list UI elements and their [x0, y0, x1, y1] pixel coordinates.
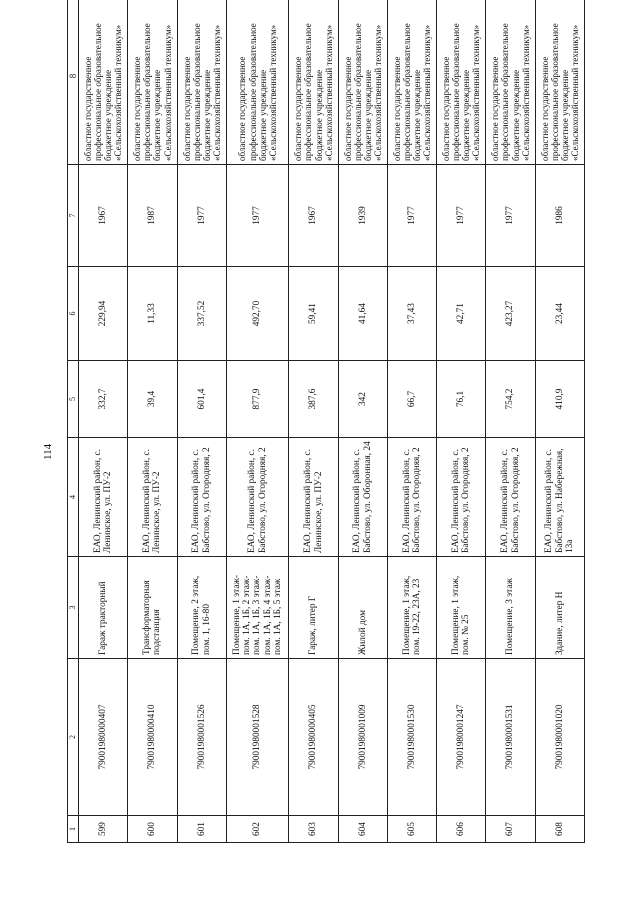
row-number: 603 [289, 816, 338, 843]
object-name: Гараж тракторный [79, 557, 128, 659]
object-holder: областное государственное профессиональное образовательное бюджетное учреждение «Сельскохозяйственный техникум» [387, 0, 436, 165]
object-holder: областное государственное профессиональное образовательное бюджетное учреждение «Сельскохозяйственный техникум» [486, 0, 535, 165]
object-area: 39,4 [128, 361, 177, 438]
cadastral-number: 79001980001020 [535, 659, 584, 816]
column-number: 7 [68, 165, 79, 267]
cadastral-number: 79001980000407 [79, 659, 128, 816]
object-value: 42,71 [437, 267, 486, 361]
object-holder: областное государственное профессиональное образовательное бюджетное учреждение «Сельскохозяйственный техникум» [437, 0, 486, 165]
object-value: 423,27 [486, 267, 535, 361]
cadastral-number: 79001980000410 [128, 659, 177, 816]
object-year: 1967 [289, 165, 338, 267]
cadastral-number: 79001980001247 [437, 659, 486, 816]
object-value: 23,44 [535, 267, 584, 361]
row-number: 604 [338, 816, 387, 843]
object-area: 342 [338, 361, 387, 438]
object-name: Помещение, 3 этаж [486, 557, 535, 659]
object-area: 754,2 [486, 361, 535, 438]
table-row [338, 0, 387, 843]
object-year: 1977 [437, 165, 486, 267]
row-number: 605 [387, 816, 436, 843]
table-row [437, 0, 486, 843]
row-number: 601 [177, 816, 226, 843]
object-holder: областное государственное профессиональное образовательное бюджетное учреждение «Сельскохозяйственный техникум» [226, 0, 289, 165]
column-number: 1 [68, 816, 79, 843]
object-address: ЕАО, Ленинский район, с. Бабстово, ул. Огородняя, 2 [437, 438, 486, 557]
column-number: 3 [68, 557, 79, 659]
object-area: 601,4 [177, 361, 226, 438]
property-table [67, 0, 585, 843]
object-area: 76,1 [437, 361, 486, 438]
object-area: 410,9 [535, 361, 584, 438]
object-address: ЕАО, Ленинский район, с. Бабстово, ул. Набережная, 13а [535, 438, 584, 557]
cadastral-number: 79001980001009 [338, 659, 387, 816]
object-name: Помещение, 1 этаж, пом. № 25 [437, 557, 486, 659]
object-value: 337,52 [177, 267, 226, 361]
object-holder: областное государственное профессиональное образовательное бюджетное учреждение «Сельскохозяйственный техникум» [79, 0, 128, 165]
object-area: 332,7 [79, 361, 128, 438]
object-value: 41,64 [338, 267, 387, 361]
object-holder: областное государственное профессиональное образовательное бюджетное учреждение «Сельскохозяйственный техникум» [177, 0, 226, 165]
column-number: 2 [68, 659, 79, 816]
page-number: 114 [42, 443, 54, 460]
object-value: 229,94 [79, 267, 128, 361]
object-name: Помещение, 2 этаж, пом. 1, 16-80 [177, 557, 226, 659]
row-number: 602 [226, 816, 289, 843]
object-holder: областное государственное профессиональное образовательное бюджетное учреждение «Сельскохозяйственный техникум» [289, 0, 338, 165]
object-holder: областное государственное профессиональное образовательное бюджетное учреждение «Сельскохозяйственный техникум» [338, 0, 387, 165]
rotated-table-wrapper [67, 23, 585, 843]
object-holder: областное государственное профессиональное образовательное бюджетное учреждение «Сельскохозяйственный техникум» [128, 0, 177, 165]
cadastral-number: 79001980001530 [387, 659, 436, 816]
object-name: Здание, литер Н [535, 557, 584, 659]
object-year: 1977 [486, 165, 535, 267]
object-year: 1977 [177, 165, 226, 267]
object-address: ЕАО, Ленинский район, с. Бабстово, ул. Оборонная, 24 [338, 438, 387, 557]
column-numbers-row [68, 0, 79, 843]
row-number: 607 [486, 816, 535, 843]
object-area: 66,7 [387, 361, 436, 438]
table-row [387, 0, 436, 843]
object-year: 1967 [79, 165, 128, 267]
column-number: 5 [68, 361, 79, 438]
object-value: 37,43 [387, 267, 436, 361]
object-name: Трансформаторная подстанция [128, 557, 177, 659]
object-value: 59,41 [289, 267, 338, 361]
object-year: 1986 [535, 165, 584, 267]
row-number: 606 [437, 816, 486, 843]
column-number: 4 [68, 438, 79, 557]
object-address: ЕАО, Ленинский район, с. Бабстово, ул. Огородняя, 2 [226, 438, 289, 557]
object-holder: областное государственное профессиональное образовательное бюджетное учреждение «Сельскохозяйственный техникум» [535, 0, 584, 165]
object-year: 1977 [387, 165, 436, 267]
object-address: ЕАО, Ленинский район, с. Ленинское, ул. ПУ-2 [79, 438, 128, 557]
table-row [226, 0, 289, 843]
object-value: 11,33 [128, 267, 177, 361]
object-name: Помещение, 1 этаж-пом. 1А, 1Б, 2 этаж-пом. 1А, 1Б, 3 этаж-пом. 1А, 1Б, 4 этаж-пом. 1А, 1Б, 5 этаж [226, 557, 289, 659]
object-value: 492,70 [226, 267, 289, 361]
object-address: ЕАО, Ленинский район, с. Бабстово, ул. Огородняя, 2 [387, 438, 436, 557]
row-number: 608 [535, 816, 584, 843]
object-address: ЕАО, Ленинский район, с. Бабстово, ул. Огородняя, 2 [177, 438, 226, 557]
table-row [79, 0, 128, 843]
cadastral-number: 79001980001528 [226, 659, 289, 816]
cadastral-number: 79001980001526 [177, 659, 226, 816]
object-address: ЕАО, Ленинский район, с. Ленинское, ул. ПУ-2 [128, 438, 177, 557]
cadastral-number: 79001980001531 [486, 659, 535, 816]
table-row [177, 0, 226, 843]
object-year: 1977 [226, 165, 289, 267]
object-year: 1987 [128, 165, 177, 267]
object-address: ЕАО, Ленинский район, с. Бабстово, ул. Огородняя, 2 [486, 438, 535, 557]
table-row [535, 0, 584, 843]
object-address: ЕАО, Ленинский район, с. Ленинское, ул. ПУ-2 [289, 438, 338, 557]
column-number: 6 [68, 267, 79, 361]
cadastral-number: 79001980000405 [289, 659, 338, 816]
object-name: Жилой дом [338, 557, 387, 659]
object-name: Помещение, 1 этаж, пом. 19-22, 23А, 23 [387, 557, 436, 659]
object-area: 387,6 [289, 361, 338, 438]
table-row [486, 0, 535, 843]
row-number: 599 [79, 816, 128, 843]
object-area: 877,9 [226, 361, 289, 438]
object-name: Гараж, литер Г [289, 557, 338, 659]
row-number: 600 [128, 816, 177, 843]
table-row [128, 0, 177, 843]
object-year: 1939 [338, 165, 387, 267]
column-number: 8 [68, 0, 79, 165]
table-row [289, 0, 338, 843]
